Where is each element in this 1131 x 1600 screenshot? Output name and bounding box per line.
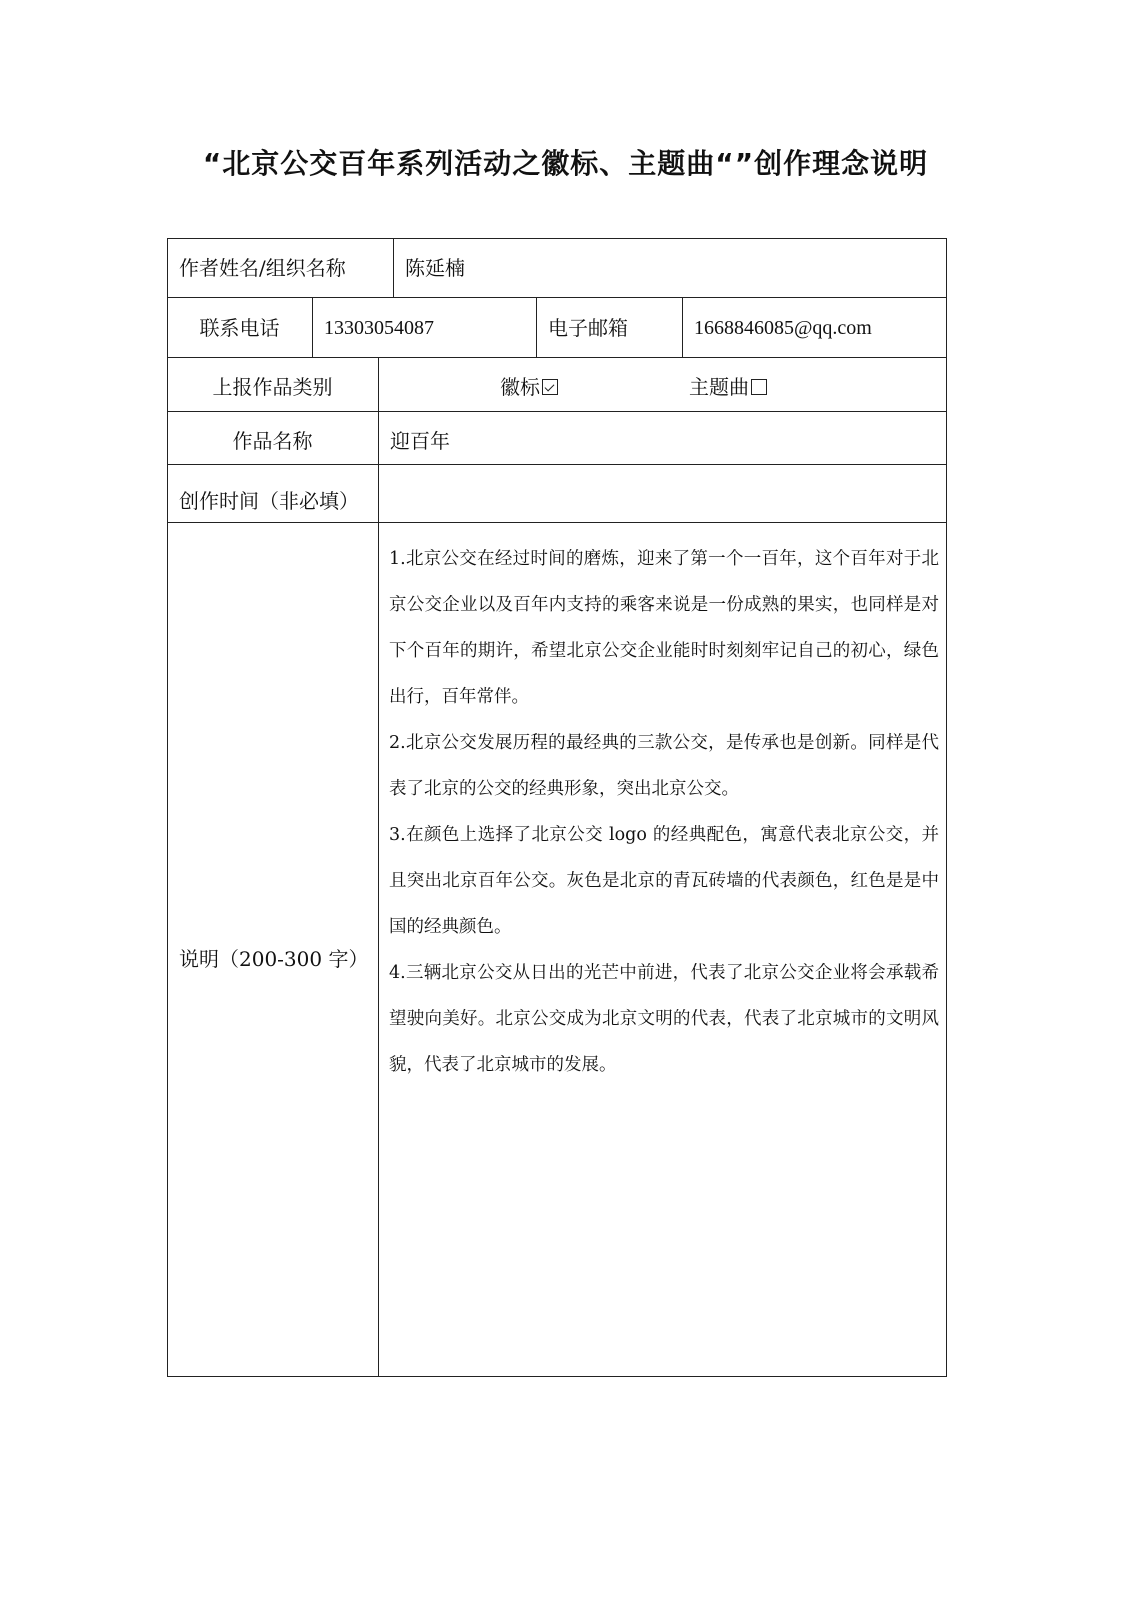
document-title: “北京公交百年系列活动之徽标、主题曲“”创作理念说明 xyxy=(202,147,929,180)
checked-box-icon[interactable] xyxy=(542,379,558,395)
email-value: 1668846085@qq.com xyxy=(694,316,872,339)
phone-label: 联系电话 xyxy=(199,315,280,340)
work-name-label: 作品名称 xyxy=(232,428,313,453)
category-option-logo[interactable] xyxy=(500,359,558,412)
email-label: 电子邮箱 xyxy=(548,315,628,340)
author-value: 陈延楠 xyxy=(405,256,465,280)
category-option-song-label: 主题曲 xyxy=(689,375,749,399)
work-name-value: 迎百年 xyxy=(390,428,450,453)
empty-box-icon[interactable] xyxy=(751,379,767,395)
phone-value: 13303054087 xyxy=(324,316,434,339)
description-label: 说明（200-300 字） xyxy=(179,947,369,971)
category-option-song[interactable] xyxy=(689,359,767,412)
description-paragraph: 2.北京公交发展历程的最经典的三款公交，是传承也是创新。同样是代表了北京的公交的经典形象，突出北京公交。 xyxy=(389,733,939,799)
author-label: 作者姓名/组织名称 xyxy=(179,256,346,280)
table-border-right xyxy=(946,238,947,1377)
creation-time-value xyxy=(378,464,946,522)
creation-time-label: 创作时间（非必填） xyxy=(179,489,359,513)
description-paragraph: 1.北京公交在经过时间的磨炼，迎来了第一个一百年，这个百年对于北京公交企业以及百年内支持的乘客来说是一份成熟的果实，也同样是对下个百年的期许，希望北京公交企业能时时刻刻牢记自己的初心，绿色出行，百年常伴。 xyxy=(389,549,939,707)
description-text xyxy=(389,536,939,1088)
table-border-bottom xyxy=(167,1376,947,1377)
description-paragraph: 4.三辆北京公交从日出的光芒中前进，代表了北京公交企业将会承载希望驶向美好。北京公交成为北京文明的代表，代表了北京城市的文明风貌，代表了北京城市的发展。 xyxy=(389,963,939,1075)
category-label: 上报作品类别 xyxy=(212,375,333,399)
description-paragraph: 3.在颜色上选择了北京公交 logo 的经典配色，寓意代表北京公交，并且突出北京百年公交。灰色是北京的青瓦砖墙的代表颜色，红色是是中国的经典颜色。 xyxy=(389,825,939,937)
category-option-logo-label: 徽标 xyxy=(500,375,540,399)
